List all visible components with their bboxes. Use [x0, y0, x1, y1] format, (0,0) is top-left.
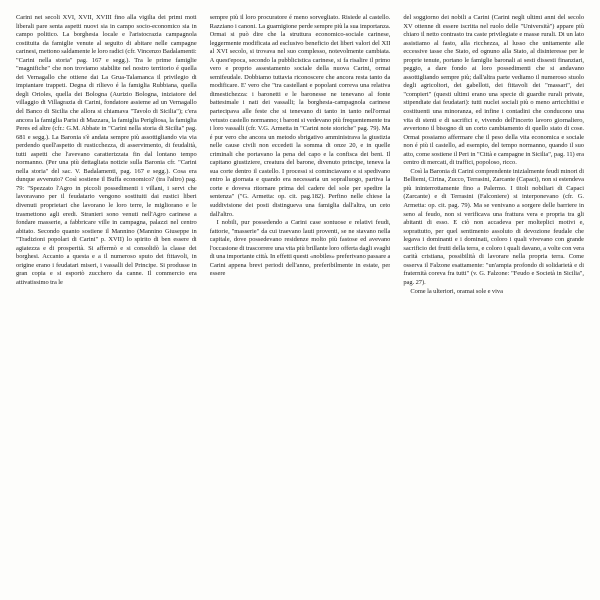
column-left	[16, 14, 197, 590]
column-middle	[210, 14, 391, 590]
paragraph: Così la Baronia di Carini comprendente inizialmente feudi minori di Belliemi, Cirina, Zucco, Terrasini, Zarcante (Capaci), non si estendeva più ininterrottamente fino a Palermo. I titoli nobiliari di Capaci (Zarcante) e di Terrasini (Falconiere) si interponevano (cfr. G. Armetta: op. cit. pag. 79). Ma se venivano a sorgere delle barriere in seno al feudo, non si verificava una frattura vera e propria tra gli abitanti di esso. E ciò non accadeva per molteplici motivi e, soprattutto, per quel sentimento assoluto di devozione feudale che legava i dominanti e i dominati, coloro i quali vivevano con grande sacrificio dei frutti della terra, e coloro i quali davano, a volte con vera carità cristiana, possibilità di lavorare nella propria terra. Come osserva il Falzone esattamente: "un'ampia profondo di solidarietà e di fraternità coreva fra tutti" (v. G. Falzone: "Feudo e Società in Sicilia", pag. 27).	[403, 167, 585, 286]
column-right	[403, 14, 584, 590]
paragraph: Carini nei secoli XVI, XVII, XVIII fino alla vigilia dei primi moti liberali pare senta aspetti nuovi sia in campo socio-economico sia in campo politico. La borghesia locale e l'aristocrazia campagnola costituita da famiglie venute al seguito di abitare nelle campagne carinesi, mettono saldamente le loro radici (cfr. Vincenzo Badalamenti: "Carini nella storia" pag. 167 e segg.). Tra le prime famiglie "magnifiche" che non troviamo stabilite nel nostro territorio é quella dei Vernagallo che ottiene dai La Grua-Talamanca il privilegio di impiantare trappeti. Degna di rilievo é la famiglia Rubbiana, quella degli Orioles, quella dei Bologna (Aurizio Bologna, iniziatore del villaggio di Villagrazia di Carini, fondatore assieme ad un Vernagallo del Banco di Sicilia che allora si chiamava "Tavolo di Sicilia"); c'era ancora la famiglia Parisi di Mazzara, la famiglia Perigliosa, la famiglia Peres ed altre (cfr.: G.M. Abbate in "Carini nella storia di Sicilia" pag. 681 e segg.). La Baronia s'è andata sempre più assottigliando via via perdendo quell'aspetto di rusticchezza, di asservimento, di feudalità, tutti aspetti che l'avevano caratterizzata fin dal lontano tempo normanno. (Per una più dettagliata notizie sulla Baronia cfr. "Carini nella storia" del sac. V. Badalamenti, pag. 167 e segg.). Cosa era dunque avvenuto? Così sostiene il Buffa economico? (tra l'altro) pag. 79: "Spezzato l'Agro in piccoli possedimenti i villani, i servi che lavoravano per il feudatario vengono sostituiti dai rustici liberi divenuti proprietari che lavorano le loro terre, le migliorano e le trasmettono agli eredi. Stranieri sono venuti nell'Agro carinese a fondare masserie, a fabbricare ville in campagna, palazzi nel centro abitato. Secondo quanto sostiene il Mannino (Mannino Giuseppe in "Tradizioni popolari di Carini" p. XVII) lo spirito di ben essere di agiatezza e di prosperità. Si affermò e si consolidò la classe dei borghesi. Accanto a questa e a il numeroso sputo dei fittavoli, in origine erano i feudatari miseri, i vassalli del Principe. Si produsse in gran copia e si esportò zucchero da canne. Il commercio era attivatissimo tra le	[16, 14, 197, 286]
paragraph: I nobili, pur possedendo a Carini case sontuose e relativi feudi, fattorie, "masserie" da cui traevano lauti proventi, se ne stavano nella capitale, dove possedevano residenze molto più fastose ed avevano l'occasione di trascorrere una vita più brillante loro offerta dagli svaghi di una importante città. In effetti questi «nobiles» preferivano passare a Carini appena brevi periodi dell'anno, preferibilmente in estate, per essere	[209, 219, 391, 278]
paragraph: del soggiorno dei nobili a Carini (Carini negli ultimi anni del secolo XV ottenne di essere iscritta nel ruolo delle "Università") appare più chiaro il netto contrasto tra caste privilegiate e masse rurali. Di un lato assistiamo al fasto, alla ricchezza, al lusso che unitamente alle eccessive tasse che Stato, ed ognuno alla Stato, al disinteresse per le proprie tenute, portano le famiglie baronali ai sesti dissesti finanziari, peggio, a dare fondo ai loro possedimenti che si andavano assottigliando sempre più; dall'altra parte vediamo il numeroso stuolo degli agricoltori, dei gabelloti, dei fittavoli dei "massari", dei "compieri" (questi ultimi erano una specie di guardie rurali private, stipendiate dai feudatari): tutti nuclei sociali più o meno arricchitisi e costituenti una minoranza, ed infine i contadini che conducono una vita di stenti e di sacrifici e, vivendo dell'incerto lavoro giornaliero, avvertono il bisogno di un corto cambiamento di quello stato di cose. Ormai possiamo affermare che il peso della vita economica e sociale non é più il castello, ad esempio, del tempo normanno, quando il suo atto, come sostiene il Peri in "Città e campagne in Sicilia", pag. 11) era centro di mercati, di traffici, popoloso, ricco.	[403, 14, 585, 167]
paragraph: Come la ulteriori, oramai sole e viva	[410, 287, 503, 295]
text-columns	[16, 14, 584, 590]
paragraph: sempre più il loro procuratore é meno sorvegliato. Risiede al castello. Razziano i canoni. La guarnigione perde sempre più la sua importanza. Ormai si può dire che la struttura economico-sociale carinese, leggermente modificata ad esclusivo beneficio dei liberi valori del XII al XVI secolo, si trovava nel suo complesso, notevolmente cambiata. A quest'epoca, secondo la pubblicistica carinese, si fa risalire il primo vero e proprio assestamento sociale della nuova Carini, ormai semifeudale. Dobbiamo tuttavia riconoscere che ancora resta tanto da modificare. E' vero che "tra castellani e popolani correva una relativa dimestichezza: i baronetti e le baronesse ne tenevano al fonte battesimale i nati dei vassalli; la borghesia-campagnola carinese partecipava alle feste che si tenevano di tanto in tanto nell'ormai vetusto castello normanno; i baroni si vedevano più frequentemente tra i loro vassalli (cfr. V.G. Armetta in "Carini note storiche" pag. 79). Ma é pur vero che ancora un metodo sbrigativo amministrava la giustizia nelle cause civili non eccedeti la somma di onze 20, e in quelle criminali che portavano la pena del capo e la confisca dei beni. Il capitano giustiziere, creatura del barone, divenuto principe, teneva la sua corte dentro il castello. I processi si cominciavano e si spedivano entro la giornata e quando era necessaria un sopralluogo, partiva la corte e doveva ritornare prima del cadere del sole per spedire la sentenza" ("G. Armetta: op. cit. pag.182). Perfino nelle chiese la suddivisione dei posti distingueva una famiglia dall'altra, un ceto dall'altro.	[209, 14, 391, 218]
